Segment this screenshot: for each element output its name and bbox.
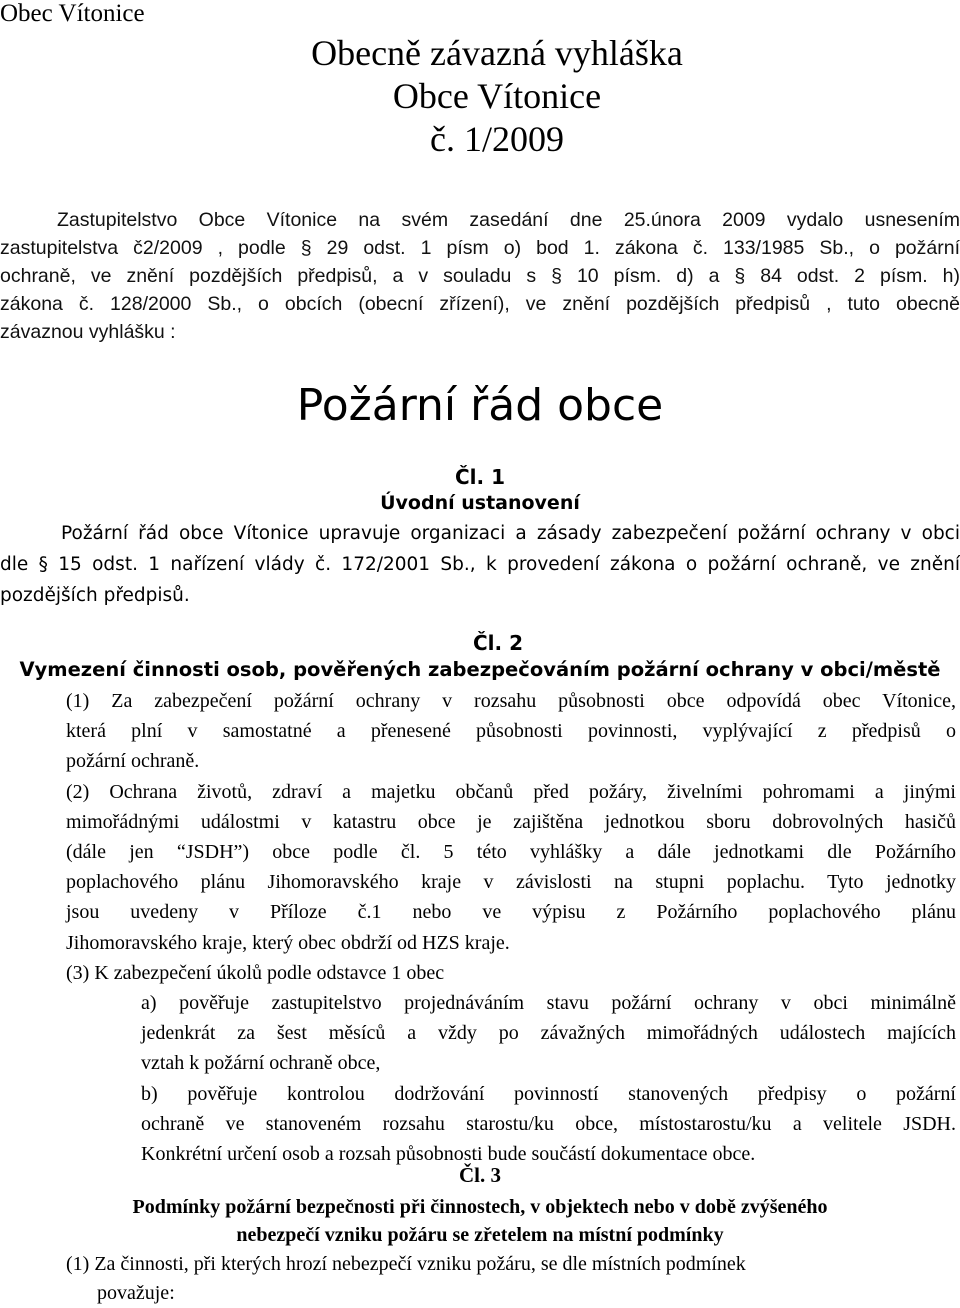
article-2-title: Vymezení činnosti osob, pověřených zabezpečováním požární ochrany v obci/městě [19, 658, 941, 681]
article-3-title-line-1: Podmínky požární bezpečnosti při činnostech, v objektech nebo v době zvýšeného [132, 1196, 828, 1218]
intro-line: závaznou vyhlášku : [0, 321, 176, 343]
article-1-line: dle § 15 odst. 1 nařízení vlády č. 172/2001 Sb., k provedení zákona o požární ochraně, ve znění [0, 554, 960, 575]
article-2-p2-line: Jihomoravského kraje, který obec obdrží od HZS kraje. [66, 931, 510, 954]
article-2-p3b-line: b) pověřuje kontrolou dodržování povinností stanovených předpisy o požární [141, 1082, 956, 1105]
article-2-p3a-line: a) pověřuje zastupitelstvo projednáváním stavu požární ochrany v obci minimálně [141, 992, 956, 1015]
article-1-number: Čl. 1 [454, 465, 505, 489]
title-line-3: č. 1/2009 [430, 119, 564, 159]
main-heading-text: Požární řád obce [296, 380, 664, 431]
intro-line: Zastupitelstvo Obce Vítonice na svém zasedání dne 25.února 2009 vydalo usnesením [57, 209, 960, 231]
article-1-line: pozdějších předpisů. [0, 585, 190, 606]
article-2-p1-line: která plní v samostatné a přenesené působnosti povinnosti, vyplývající z předpisů o [66, 720, 956, 743]
document-title [17, 32, 960, 161]
article-2-p3-intro: (3) K zabezpečení úkolů podle odstavce 1 obec [66, 961, 445, 984]
article-2-p1-line: (1) Za zabezpečení požární ochrany v rozsahu působnosti obce odpovídá obec Vítonice, [66, 690, 956, 712]
article-3-line: (1) Za činnosti, při kterých hrozí nebezpečí vzniku požáru, se dle místních podmínek [66, 1253, 746, 1275]
article-2-p2-line: poplachového plánu Jihomoravského kraje v závislosti na stupni poplachu. Tyto jednotky [66, 871, 956, 894]
article-2-p1-line: požární ochraně. [66, 750, 200, 773]
article-3-body [66, 1250, 946, 1308]
article-2-p3a-line: vztah k požární ochraně obce, [141, 1052, 381, 1075]
article-2-p2-line: (2) Ochrana životů, zdraví a majetku občanů před požáry, živelními pohromami a jinými [66, 780, 956, 803]
intro-line: zákona č. 128/2000 Sb., o obcích (obecní zřízení), ve znění pozdějších předpisů , tuto obecně [0, 293, 960, 315]
article-2-number: Čl. 2 [472, 631, 523, 655]
article-3-title-line-2: nebezpečí vzniku požáru se zřetelem na místní podmínky [236, 1224, 724, 1246]
article-1-line: Požární řád obce Vítonice upravuje organizaci a zásady zabezpečení požární ochrany v obci [61, 523, 960, 544]
article-3-line: považuje: [97, 1282, 175, 1304]
article-1-title: Úvodní ustanovení [380, 492, 580, 514]
intro-line: zastupitelstva č2/2009 , podle § 29 odst. 1 písm o) bod 1. zákona č. 133/1985 Sb., o požární [0, 237, 960, 259]
article-2-p3a-line: jedenkrát za šest měsíců a vždy po závažných mimořádných událostech majících [141, 1022, 956, 1045]
intro-paragraph [0, 206, 960, 346]
article-2-body [66, 686, 956, 1169]
title-line-1: Obecně závazná vyhláška [311, 33, 683, 73]
main-heading [0, 378, 960, 434]
article-2-p2-line: jsou uvedeny v Příloze č.1 nebo ve výpisu z Požárního poplachového plánu [66, 901, 956, 924]
article-2-p3b-line: ochraně ve stanoveném rozsahu starostu/ku obce, místostarostu/ku a velitele JSDH. [141, 1112, 956, 1135]
article-2-p2-line: mimořádnými událostmi v katastru obce je zajištěna jednotkou sboru dobrovolných hasičů [66, 810, 956, 833]
article-1-body [0, 518, 960, 611]
article-2-p3b-line: Konkrétní určení osob a rozsah působnosti bude součástí dokumentace obce. [141, 1143, 756, 1166]
article-2-p2-line: (dále jen “JSDH”) obce podle čl. 5 této vyhlášky a dále jednotkami dle Požárního [66, 841, 956, 864]
article-3-number: Čl. 3 [459, 1163, 501, 1187]
title-line-2: Obce Vítonice [392, 76, 602, 116]
intro-line: ochraně, ve znění pozdějších předpisů, a v souladu s § 10 písm. d) a § 84 odst. 2 písm. h) [0, 265, 960, 287]
municipality-header: Obec Vítonice [0, 0, 145, 27]
